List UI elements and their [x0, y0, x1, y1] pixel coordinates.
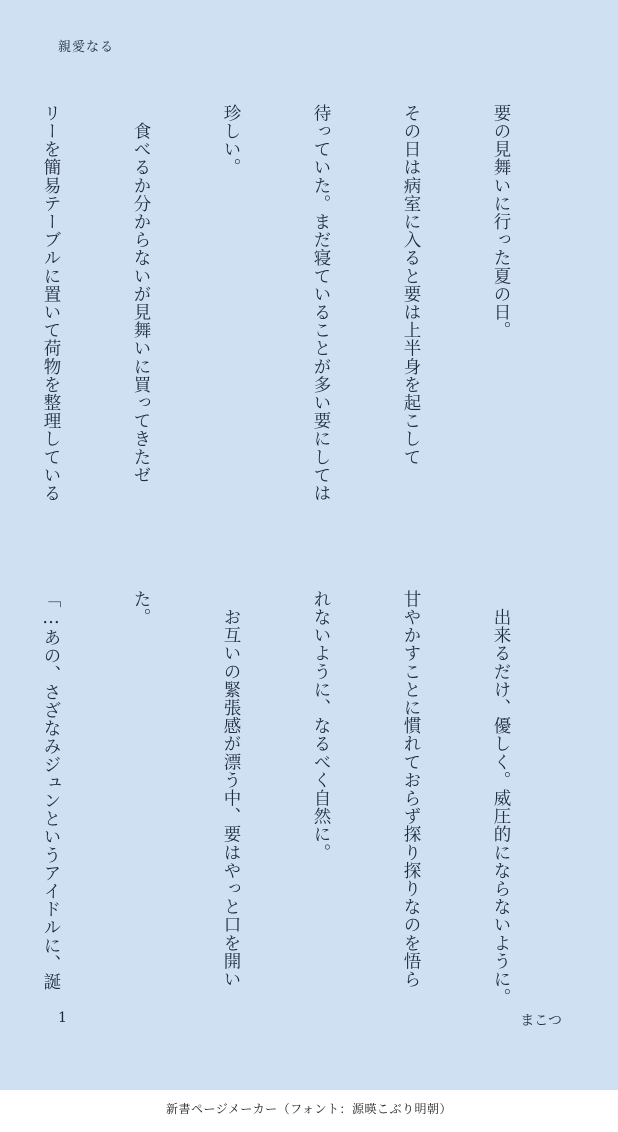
running-title: 親愛なる	[58, 40, 115, 55]
text-line: 待っていた。まだ寝ていることが多い要にしては	[311, 104, 331, 503]
lower-text-column	[0, 590, 576, 1007]
page-number: 1	[58, 1010, 67, 1026]
text-line: 食べるか分からないが見舞いに買ってきたゼ	[131, 104, 151, 485]
text-line: た。	[131, 590, 151, 627]
generator-credit: 新書ページメーカー（フォント：源暎こぶり明朝）	[165, 1102, 453, 1116]
text-line: 要の見舞いに行った夏の日。	[491, 104, 511, 340]
text-line: れないように、なるべく自然に。	[311, 590, 331, 862]
text-line: 出来るだけ、優しく。威圧的にならないように。	[491, 590, 511, 1007]
upper-text-column	[0, 104, 576, 524]
text-line: その日は病室に入ると要は上半身を起こして	[401, 104, 421, 466]
text-line: お互いの緊張感が漂う中、要はやっと口を開い	[221, 590, 241, 989]
text-line: 珍しい。	[221, 104, 241, 177]
text-line: リーを簡易テーブルに置いて荷物を整理している	[41, 104, 61, 503]
text-line: 甘やかすことに慣れておらず探り探りなのを悟ら	[401, 590, 421, 989]
author-name: まこつ	[520, 1013, 562, 1029]
text-line: 「…あの、さざなみジュンというアイドルに、誕	[41, 590, 61, 991]
